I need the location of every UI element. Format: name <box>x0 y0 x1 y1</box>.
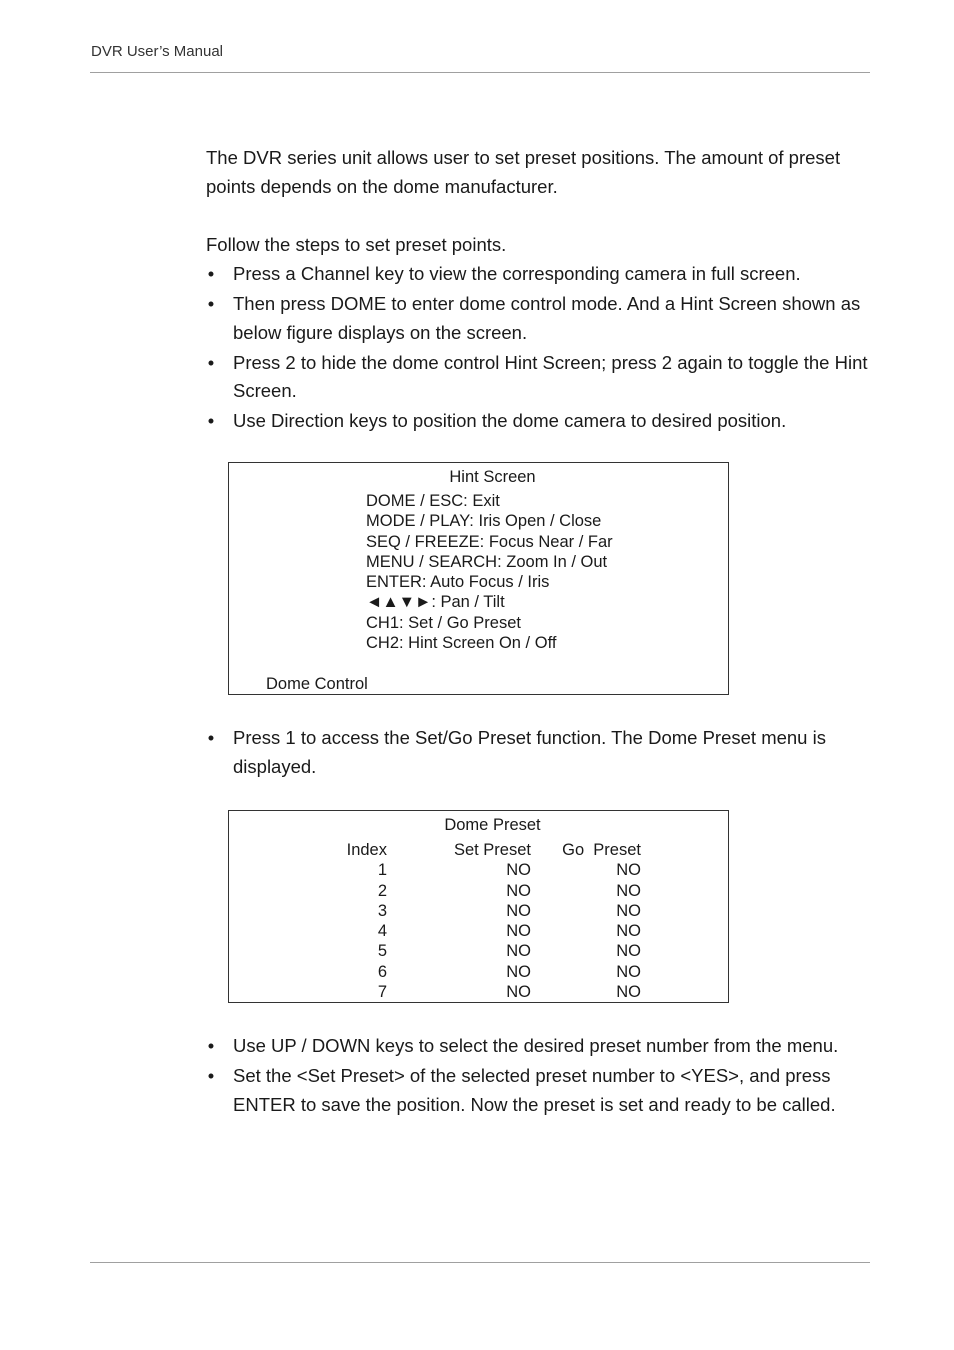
list-item <box>206 260 870 289</box>
column-header-go-preset: Go Preset <box>562 841 641 859</box>
go-preset-cell: NO <box>616 881 641 900</box>
set-preset-cell: NO <box>506 922 531 941</box>
list-item <box>206 349 870 406</box>
table-header-row <box>229 840 728 860</box>
footer-rule <box>90 1262 870 1263</box>
column-header-index: Index <box>346 841 387 859</box>
list-item <box>206 1062 870 1119</box>
table-row <box>229 901 728 921</box>
index-cell: 7 <box>377 983 387 1002</box>
list-item <box>206 724 870 781</box>
bullet-icon: • <box>207 727 215 748</box>
list-item-text: Then press DOME to enter dome control mode. And a Hint Screen shown as below figure displays on the screen. <box>233 293 861 343</box>
table-row <box>229 881 728 901</box>
hint-line: CH2: Hint Screen On / Off <box>366 634 557 653</box>
table-row <box>229 982 728 1002</box>
hint-screen-title: Hint Screen <box>449 468 536 486</box>
table-row <box>229 962 728 982</box>
index-cell: 4 <box>377 922 387 941</box>
header-rule <box>90 72 870 73</box>
steps-list-b <box>206 724 870 783</box>
index-cell: 3 <box>377 901 387 920</box>
bullet-icon: • <box>207 1035 215 1056</box>
list-item-text: Press 2 to hide the dome control Hint Screen; press 2 again to toggle the Hint Screen. <box>233 351 868 401</box>
list-item-text: Press 1 to access the Set/Go Preset function. The Dome Preset menu is displayed. <box>233 727 826 777</box>
list-item <box>206 407 870 436</box>
intro-paragraph: The DVR series unit allows user to set preset positions. The amount of preset points depends on the dome manufacturer. <box>206 147 841 197</box>
set-preset-cell: NO <box>506 881 531 900</box>
hint-screen-figure <box>228 462 729 695</box>
index-cell: 1 <box>377 861 387 880</box>
index-cell: 6 <box>377 962 387 981</box>
dome-preset-table <box>229 840 728 1002</box>
running-header: DVR User’s Manual <box>91 43 223 60</box>
list-item-text: Press a Channel key to view the corresponding camera in full screen. <box>233 263 801 284</box>
set-preset-cell: NO <box>506 861 531 880</box>
go-preset-cell: NO <box>616 922 641 941</box>
list-item <box>206 290 870 347</box>
set-preset-cell: NO <box>506 901 531 920</box>
hint-line: ◄▲▼►: Pan / Tilt <box>366 593 505 612</box>
hint-line: CH1: Set / Go Preset <box>366 613 521 632</box>
list-item-text: Set the <Set Preset> of the selected preset number to <YES>, and press ENTER to save the position. Now the preset is set and ready to be called. <box>233 1065 836 1115</box>
set-preset-cell: NO <box>506 983 531 1002</box>
hint-screen-lines <box>366 491 613 653</box>
go-preset-cell: NO <box>616 861 641 880</box>
list-item-text: Use UP / DOWN keys to select the desired preset number from the menu. <box>233 1035 839 1056</box>
bullet-icon: • <box>207 410 215 431</box>
go-preset-cell: NO <box>616 901 641 920</box>
steps-lead: Follow the steps to set preset points. <box>206 234 507 255</box>
table-row <box>229 941 728 961</box>
bullet-icon: • <box>207 293 215 314</box>
go-preset-cell: NO <box>616 942 641 961</box>
dome-preset-title: Dome Preset <box>444 816 541 834</box>
steps-list-c <box>206 1032 870 1121</box>
hint-line: MENU / SEARCH: Zoom In / Out <box>366 552 608 571</box>
table-row <box>229 860 728 880</box>
index-cell: 2 <box>377 881 387 900</box>
set-preset-cell: NO <box>506 962 531 981</box>
bullet-icon: • <box>207 1065 215 1086</box>
set-preset-cell: NO <box>506 942 531 961</box>
hint-screen-footer: Dome Control <box>266 675 368 693</box>
index-cell: 5 <box>377 942 387 961</box>
bullet-icon: • <box>207 263 215 284</box>
go-preset-cell: NO <box>616 983 641 1002</box>
hint-line: SEQ / FREEZE: Focus Near / Far <box>366 532 613 551</box>
hint-line: MODE / PLAY: Iris Open / Close <box>366 512 602 531</box>
go-preset-cell: NO <box>616 962 641 981</box>
table-row <box>229 921 728 941</box>
hint-line: DOME / ESC: Exit <box>366 492 500 510</box>
list-item-text: Use Direction keys to position the dome camera to desired position. <box>233 410 787 431</box>
dome-preset-figure <box>228 810 729 1003</box>
bullet-icon: • <box>207 351 215 373</box>
column-header-set-preset: Set Preset <box>453 841 531 859</box>
hint-line: ENTER: Auto Focus / Iris <box>366 573 550 592</box>
list-item <box>206 1032 870 1061</box>
steps-list-a <box>206 260 870 437</box>
